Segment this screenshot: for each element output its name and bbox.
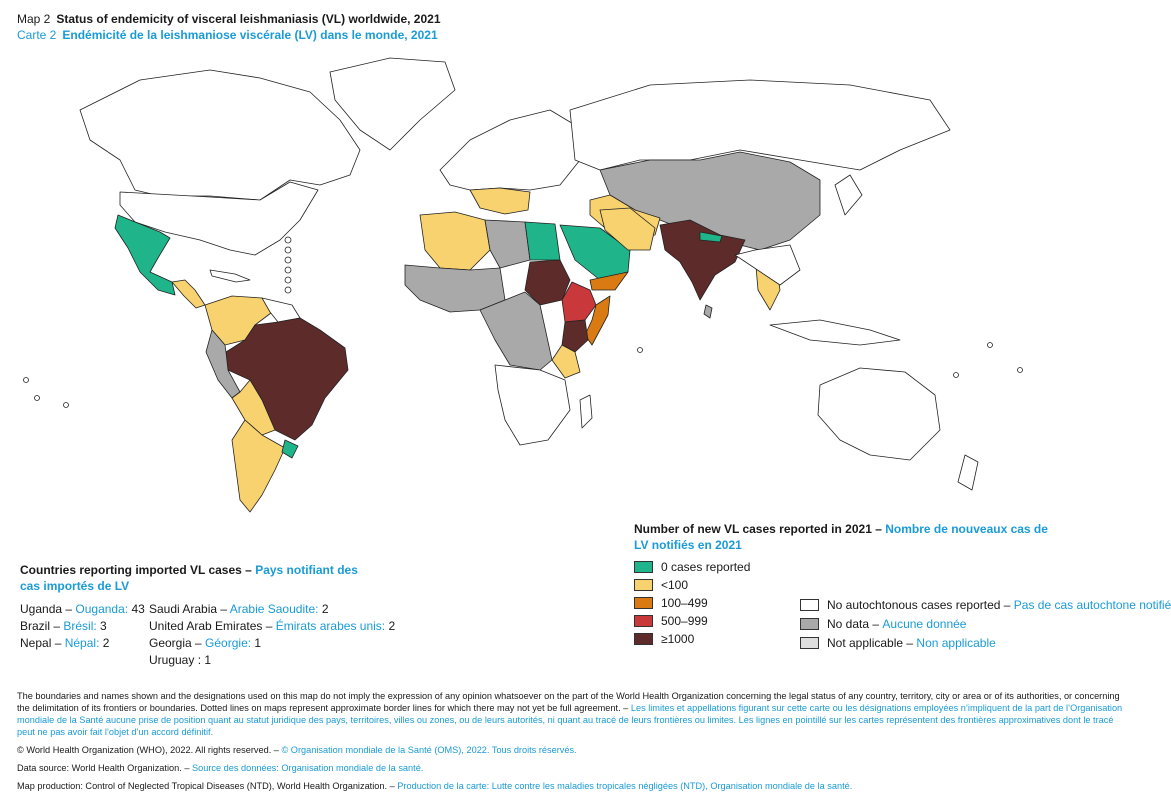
data-source: Data source: World Health Organization. – Source des données: Organisation mondiale de la santé. xyxy=(17,763,424,773)
island-marker xyxy=(285,257,291,263)
legend-item-no-data xyxy=(800,617,966,631)
map-title xyxy=(17,11,441,43)
island-marker xyxy=(285,287,291,293)
imported-row: Uganda – Ouganda: 43 xyxy=(20,602,145,616)
legend-swatch xyxy=(800,637,819,649)
island-marker xyxy=(24,378,29,383)
region-japan xyxy=(835,175,862,215)
region-west-africa xyxy=(405,265,505,312)
legend-label: No data – xyxy=(827,617,880,631)
legend-item-0-cases xyxy=(634,560,750,574)
legend-swatch xyxy=(634,633,653,645)
legend-label-fr: Aucune donnée xyxy=(882,617,967,631)
legend-heading-fr: Nombre de nouveaux cas de LV notifiés en 2021 xyxy=(634,522,1048,552)
region-southern-europe xyxy=(470,188,530,214)
legend-item-100-499 xyxy=(634,596,708,610)
island-marker xyxy=(35,396,40,401)
imported-column-1 xyxy=(20,601,145,652)
region-europe xyxy=(440,110,580,190)
map-label-en: Map 2 xyxy=(17,12,51,26)
island-marker xyxy=(638,348,643,353)
legend-label: ≥1000 xyxy=(661,632,695,646)
legend-swatch xyxy=(634,579,653,591)
legend-swatch xyxy=(634,615,653,627)
legend-item-no-autochthonous xyxy=(800,598,1171,612)
imported-heading-fr: Pays notifiant des cas importés de LV xyxy=(20,563,358,593)
legend-item-not-applicable xyxy=(800,636,996,650)
region-indonesia xyxy=(770,320,900,345)
imported-heading-en: Countries reporting imported VL cases – xyxy=(20,563,252,577)
title-text-fr: Endémicité de la leishmaniose viscérale (LV) dans le monde, 2021 xyxy=(62,28,438,42)
region-uruguay xyxy=(282,440,298,458)
region-caribbean xyxy=(210,270,250,282)
region-canada xyxy=(80,70,360,200)
island-marker xyxy=(285,237,291,243)
imported-row: Brazil – Brésil: 3 xyxy=(20,619,107,633)
legend-item-lt100 xyxy=(634,578,688,592)
legend-label: Not applicable – xyxy=(827,636,914,650)
region-southern-africa xyxy=(495,365,570,445)
region-sri-lanka xyxy=(704,305,712,318)
disclaimer: The boundaries and names shown and the designations used on this map do not imply the expression of any opinion whatsoever on the part of the World Health Organization concerning the legal status of any country, territory, city or area or of its authorities, or concerning the delimitation of its frontiers or boundaries. Dotted lines on maps represent approximate border lines for which there may not yet be full agreement. – Les limites et appellations figurant sur cette carte ou les désignations employées n’impliquent de la part de l’Organisation mondiale de la Santé aucune prise de position quant au statut juridique des pays, territoires, villes ou zones, ou de leurs autorités, ni quant au tracé de leurs frontières ou limites. Les lignes en pointillé sur les cartes représentent des frontières approximatives dont le tracé peut ne pas avoir fait l’objet d’un accord définitif. xyxy=(17,691,1123,737)
region-new-zealand xyxy=(958,455,978,490)
legend-label-fr: Non applicable xyxy=(916,636,996,650)
island-marker xyxy=(285,247,291,253)
legend-swatch xyxy=(634,597,653,609)
legend-heading-en: Number of new VL cases reported in 2021 – xyxy=(634,522,882,536)
imported-heading xyxy=(20,562,380,594)
copyright: © World Health Organization (WHO), 2022. All rights reserved. – © Organisation mondiale de la Santé (OMS), 2022. Tous droits réservés. xyxy=(17,745,577,755)
region-central-america xyxy=(172,280,205,308)
region-madagascar xyxy=(580,395,592,428)
imported-cases-section xyxy=(20,562,380,594)
region-australia xyxy=(818,368,940,460)
imported-row: United Arab Emirates – Émirats arabes unis: 2 xyxy=(149,619,396,633)
island-marker xyxy=(1018,368,1023,373)
title-en xyxy=(17,11,441,27)
region-libya xyxy=(485,220,530,268)
imported-row: Saudi Arabia – Arabie Saoudite: 2 xyxy=(149,602,329,616)
legend-swatch xyxy=(800,599,819,611)
island-marker xyxy=(954,373,959,378)
island-marker xyxy=(64,403,69,408)
legend-label: 100–499 xyxy=(661,596,708,610)
legend-swatch xyxy=(634,561,653,573)
legend-label: No autochtonous cases reported – xyxy=(827,598,1011,612)
region-north-africa-west xyxy=(420,212,490,270)
legend xyxy=(634,521,1054,553)
title-text-en: Status of endemicity of visceral leishmaniasis (VL) worldwide, 2021 xyxy=(56,12,441,26)
map-production: Map production: Control of Neglected Tropical Diseases (NTD), World Health Organization. – Production de la carte: Lutte contre les maladies tropicales négligées (NTD), Organisation mondiale de la santé. xyxy=(17,781,853,791)
imported-row: Georgia – Géorgie: 1 xyxy=(149,636,262,650)
island-marker xyxy=(988,343,993,348)
legend-item-500-999 xyxy=(634,614,708,628)
imported-row: Uruguay : 1 xyxy=(149,653,212,667)
footer xyxy=(17,690,1127,798)
legend-label: 500–999 xyxy=(661,614,708,628)
region-egypt xyxy=(525,222,560,260)
imported-column-2 xyxy=(149,601,395,669)
region-argentina xyxy=(232,420,285,512)
legend-swatch xyxy=(800,618,819,630)
legend-item-gte1000 xyxy=(634,632,694,646)
legend-label: <100 xyxy=(661,578,689,592)
legend-label-fr: Pas de cas autochtone notifié xyxy=(1013,598,1171,612)
imported-row: Nepal – Népal: 2 xyxy=(20,636,110,650)
world-map xyxy=(0,40,1138,520)
legend-heading xyxy=(634,521,1054,553)
island-marker xyxy=(285,267,291,273)
map-label-fr: Carte 2 xyxy=(17,28,57,42)
island-marker xyxy=(285,277,291,283)
legend-label: 0 cases reported xyxy=(661,560,751,574)
